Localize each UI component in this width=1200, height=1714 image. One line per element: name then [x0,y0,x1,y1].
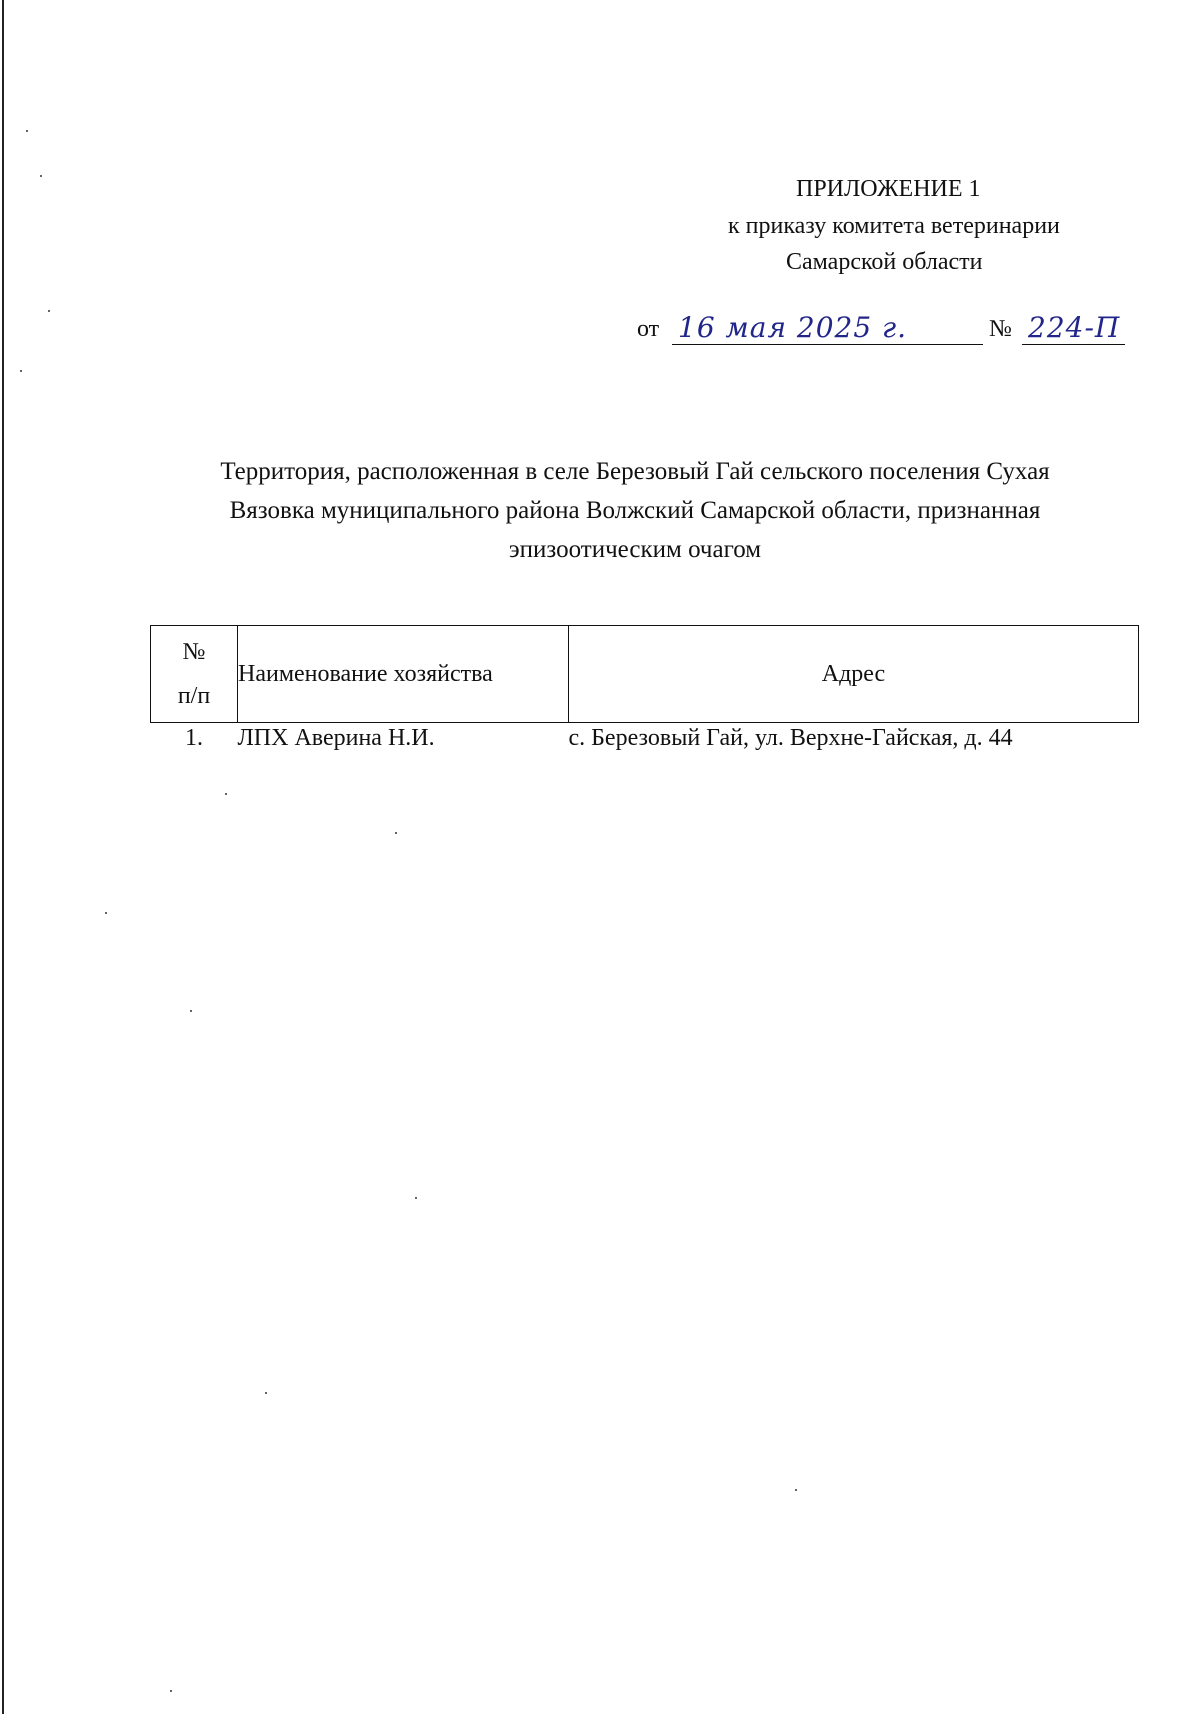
scan-speck [415,1197,417,1199]
heading-line: Территория, расположенная в селе Березовый Гай сельского поселения Сухая [220,458,1050,485]
row-number: 1. [185,725,203,751]
column-header-farm-name: Наименование хозяйства [238,626,569,723]
scan-edge [2,0,4,1714]
order-number-field [1022,304,1125,345]
scan-speck [190,1010,192,1012]
farm-name: ЛПХ Аверина Н.И. [237,725,435,751]
number-label: № [989,316,1012,342]
document-heading [150,452,1120,569]
handwritten-number: 224-П [1028,311,1121,344]
scan-speck [395,832,397,834]
table-row [151,723,1139,766]
number-sign: № [182,639,206,665]
scan-speck [48,310,50,312]
scan-speck [20,370,22,372]
farm-address: с. Березовый Гай, ул. Верхне-Гайская, д. 44 [568,725,1013,751]
farms-table [150,625,1139,765]
heading-line: эпизоотическим очагом [508,536,762,563]
table-header-row [151,626,1139,723]
heading-line: Вязовка муниципального района Волжский Самарской области, признанная [229,497,1041,524]
scan-speck [265,1392,267,1394]
handwritten-date: 16 мая 2025 г. [678,311,908,344]
scan-speck [40,175,42,177]
appendix-title: ПРИЛОЖЕНИЕ 1 [796,176,981,202]
appendix-line-2: Самарской области [786,249,983,275]
scan-speck [105,912,107,914]
column-header-number [151,626,238,723]
date-from-label: от [637,316,660,342]
column-header-address: Адрес [569,626,1139,723]
scan-speck [26,130,28,132]
scan-speck [795,1489,797,1491]
appendix-line-1: к приказу комитета ветеринарии [728,213,1060,239]
order-date-number-row [637,305,1127,351]
scan-speck [170,1690,172,1692]
scan-speck [225,793,227,795]
ordinal-abbrev: п/п [177,683,211,709]
order-date-field [672,304,983,345]
